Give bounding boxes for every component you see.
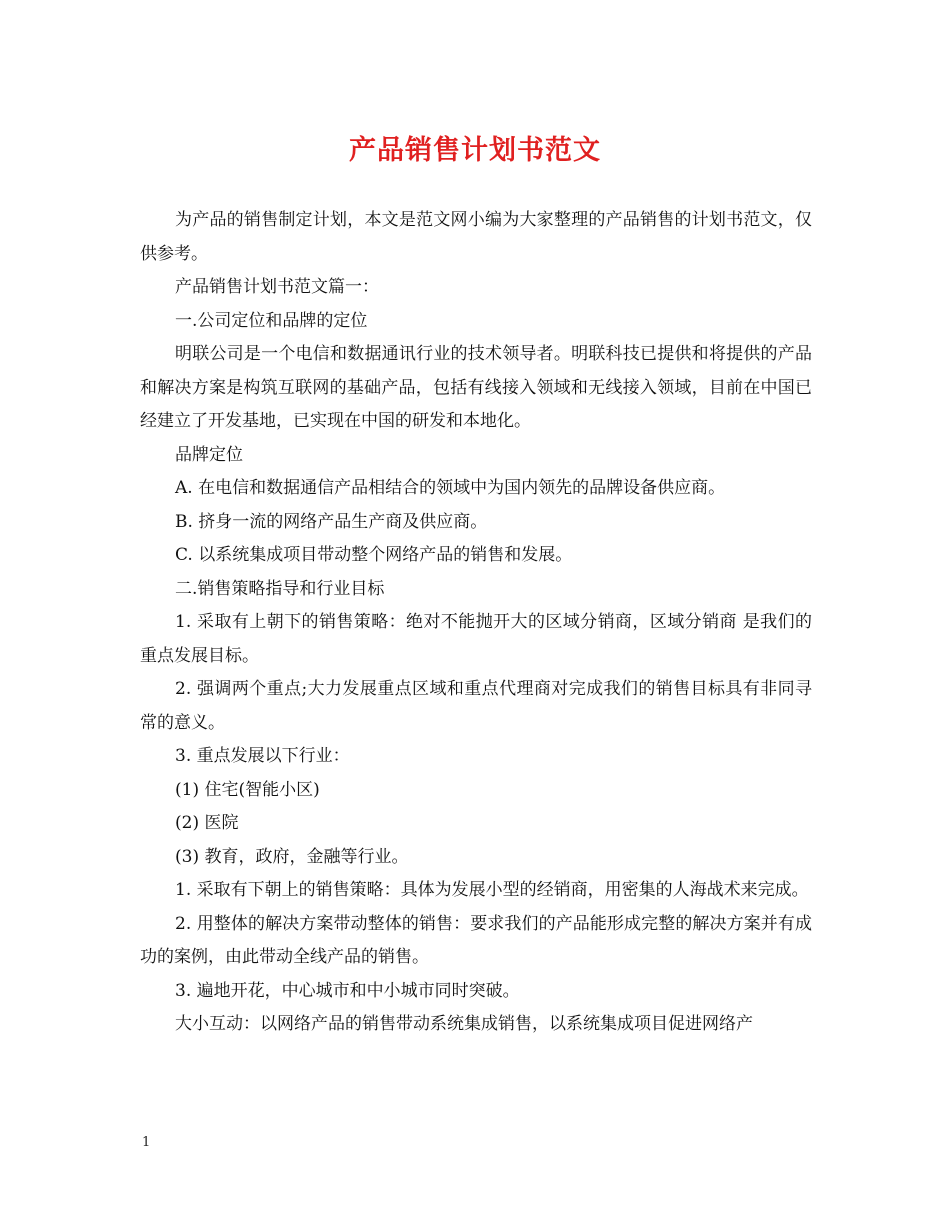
list-item-b: B. 挤身一流的网络产品生产商及供应商。 (175, 511, 488, 532)
list-item-industry-3: (3) 教育，政府，金融等行业。 (175, 846, 409, 867)
paragraph-intro: 为产品的销售制定计划，本文是范文网小编为大家整理的产品销售的计划书范文，仅供参考。 (140, 210, 812, 264)
list-item-strategy-2: 2. 强调两个重点;大力发展重点区域和重点代理商对完成我们的销售目标具有非同寻常的意义。 (140, 679, 812, 733)
document-title: 产品销售计划书范文 (349, 135, 601, 166)
list-item-industry-2: (2) 医院 (175, 813, 239, 833)
heading-company-positioning: 一.公司定位和品牌的定位 (175, 310, 368, 331)
paragraph-interaction: 大小互动：以网络产品的销售带动系统集成销售，以系统集成项目促进网络产 (175, 1014, 753, 1034)
list-item-strategy-1: 1. 采取有上朝下的销售策略：绝对不能抛开大的区域分销商，区域分销商 是我们的重点发展目标。 (140, 612, 812, 666)
list-item-strategy-3: 3. 重点发展以下行业： (175, 746, 350, 766)
list-item-a: A. 在电信和数据通信产品相结合的领域中为国内领先的品牌设备供应商。 (175, 478, 726, 498)
document-body (140, 204, 812, 1042)
paragraph-company-description: 明联公司是一个电信和数据通讯行业的技术领导者。明联科技已提供和将提供的产品和解决方案是构筑互联网的基础产品，包括有线接入领域和无线接入领域，目前在中国已经建立了开发基地，已实现在中国的研发和本地化。 (140, 344, 812, 431)
paragraph-section-heading: 产品销售计划书范文篇一： (175, 277, 379, 297)
list-item-bottom-up-2: 2. 用整体的解决方案带动整体的销售：要求我们的产品能形成完整的解决方案并有成功的案例，由此带动全线产品的销售。 (140, 913, 812, 967)
list-item-bottom-up-3: 3. 遍地开花，中心城市和中小城市同时突破。 (175, 980, 520, 1001)
list-item-industry-1: (1) 住宅(智能小区) (175, 779, 320, 800)
heading-sales-strategy: 二.销售策略指导和行业目标 (175, 578, 385, 599)
page-number: 1 (142, 1135, 151, 1150)
list-item-bottom-up-1: 1. 采取有下朝上的销售策略：具体为发展小型的经销商，用密集的人海战术来完成。 (175, 880, 809, 900)
heading-brand-positioning: 品牌定位 (175, 444, 243, 465)
list-item-c: C. 以系统集成项目带动整个网络产品的销售和发展。 (175, 545, 573, 565)
